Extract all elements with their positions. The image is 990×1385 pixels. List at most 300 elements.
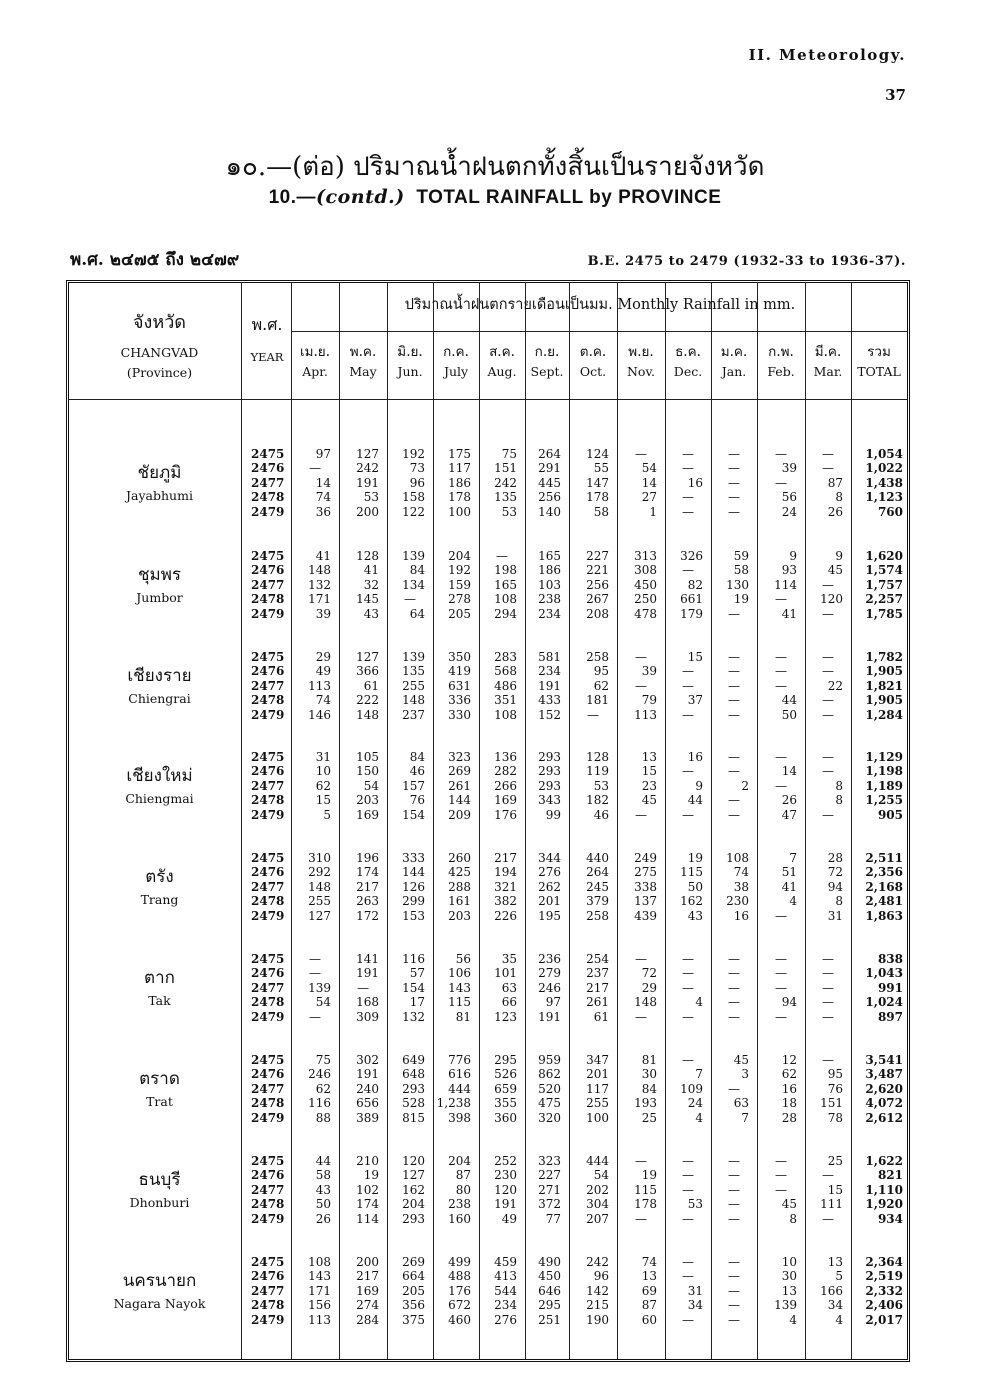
rainfall-cell: 276 — [538, 865, 561, 880]
rainfall-cell: 87 — [827, 475, 843, 490]
province-name-english: Dhonburi — [129, 1195, 190, 1210]
rainfall-cell: — — [728, 693, 740, 708]
monthly-header-rule — [291, 331, 907, 332]
total-cell: 1,757 — [865, 577, 903, 592]
rainfall-cell: 4 — [789, 894, 797, 909]
province-name-thai: ตราด — [139, 1069, 180, 1089]
rainfall-cell: 144 — [402, 865, 425, 880]
rainfall-cell: 115 — [634, 1182, 657, 1197]
rainfall-cell: 79 — [641, 693, 657, 708]
rainfall-cell: 57 — [409, 966, 425, 981]
province-name — [77, 1065, 242, 1109]
rainfall-cell: 499 — [448, 1255, 471, 1269]
month-header-mar — [805, 343, 851, 381]
total-cell: 2,017 — [865, 1312, 903, 1327]
rainfall-cell: 208 — [586, 606, 609, 621]
rainfall-cell: 108 — [726, 851, 749, 865]
rainfall-cell: 127 — [308, 908, 331, 923]
rainfall-cell: 127 — [402, 1168, 425, 1183]
rainfall-cell: 45 — [641, 793, 657, 808]
rainfall-cell: 321 — [494, 879, 517, 894]
year-cell: 2478 — [251, 693, 285, 708]
rainfall-cell: — — [682, 1269, 694, 1284]
rainfall-cell: — — [682, 1255, 694, 1269]
rainfall-cell: 29 — [315, 650, 331, 664]
title-english-contd: (contd.) — [316, 186, 405, 208]
rainfall-cell: 26 — [827, 504, 843, 519]
rainfall-cell: — — [635, 952, 647, 966]
rainfall-cell: 204 — [448, 549, 471, 563]
rainfall-cell: 100 — [448, 504, 471, 519]
rainfall-cell: 488 — [448, 1269, 471, 1284]
rainfall-cell: 217 — [356, 879, 379, 894]
rainfall-cell: 275 — [634, 865, 657, 880]
rainfall-cell: — — [775, 966, 787, 981]
rainfall-cell: 261 — [586, 995, 609, 1010]
rainfall-cell: 72 — [827, 865, 843, 880]
rainfall-cell: 142 — [586, 1283, 609, 1298]
month-header-jun — [387, 343, 433, 381]
year-cell: 2475 — [251, 1053, 285, 1067]
month-header-sept — [525, 343, 569, 381]
rainfall-cell: 413 — [494, 1269, 517, 1284]
header-english: Apr. — [302, 364, 328, 379]
rainfall-cell: — — [682, 952, 694, 966]
rainfall-cell: 366 — [356, 664, 379, 679]
rainfall-cell: 84 — [409, 750, 425, 764]
rainfall-cell: 123 — [494, 1009, 517, 1024]
rainfall-cell: 215 — [586, 1298, 609, 1313]
rainfall-cell: — — [728, 707, 740, 722]
year-cell: 2476 — [251, 1168, 285, 1183]
year-cell: 2476 — [251, 966, 285, 981]
rainfall-cell: 45 — [781, 1197, 797, 1212]
rainfall-cell: — — [775, 1154, 787, 1168]
rainfall-cell: — — [682, 1053, 694, 1067]
total-cell: 1,189 — [865, 778, 903, 793]
year-header-thai: พ.ศ. — [251, 315, 283, 334]
total-cell: 760 — [877, 504, 903, 519]
rainfall-cell: 4 — [695, 995, 703, 1010]
rainfall-cell: 143 — [308, 1269, 331, 1284]
rainfall-cell: 181 — [586, 693, 609, 708]
rainfall-cell: 304 — [586, 1197, 609, 1212]
rainfall-cell: 2 — [741, 778, 749, 793]
rainfall-cell: 72 — [641, 966, 657, 981]
rainfall-cell: — — [728, 1168, 740, 1183]
section-header: II. Meteorology. — [748, 46, 906, 64]
rainfall-cell: 127 — [356, 650, 379, 664]
rainfall-cell: 81 — [641, 1053, 657, 1067]
rainfall-cell: 202 — [586, 1182, 609, 1197]
year-cell: 2476 — [251, 1067, 285, 1082]
rainfall-cell: 31 — [687, 1283, 703, 1298]
rainfall-cell: 190 — [586, 1312, 609, 1327]
rainfall-cell: 151 — [494, 461, 517, 476]
rainfall-cell: 260 — [448, 851, 471, 865]
rainfall-cell: 648 — [402, 1067, 425, 1082]
total-cell: 1,129 — [865, 750, 903, 764]
rainfall-cell: 174 — [356, 865, 379, 880]
rainfall-cell: 238 — [448, 1197, 471, 1212]
year-cell: 2476 — [251, 664, 285, 679]
header-english: Mar. — [813, 364, 843, 379]
header-english: July — [443, 364, 469, 379]
rainfall-cell: 94 — [827, 879, 843, 894]
total-cell: 1,043 — [865, 966, 903, 981]
rainfall-cell: 15 — [315, 793, 331, 808]
rainfall-cell: 309 — [356, 1009, 379, 1024]
header-thai: มี.ค. — [814, 344, 842, 360]
total-cell: 2,519 — [865, 1269, 903, 1284]
month-header-nov — [617, 343, 665, 381]
province-name-thai: นครนายก — [122, 1271, 197, 1291]
province-header-changvad: CHANGVAD — [120, 345, 199, 360]
rainfall-cell: 179 — [680, 606, 703, 621]
rainfall-cell: 113 — [308, 678, 331, 693]
rainfall-cell: 35 — [501, 952, 517, 966]
total-cell: 2,168 — [865, 879, 903, 894]
rainfall-cell: 191 — [356, 966, 379, 981]
rainfall-cell: 62 — [315, 778, 331, 793]
rainfall-cell: 56 — [455, 952, 471, 966]
rainfall-cell: 116 — [308, 1096, 331, 1111]
year-cell: 2479 — [251, 707, 285, 722]
rainfall-cell: 74 — [641, 1255, 657, 1269]
total-cell: 2,612 — [865, 1110, 903, 1125]
rainfall-cell: 323 — [538, 1154, 561, 1168]
rainfall-cell: 15 — [687, 650, 703, 664]
rainfall-cell: 76 — [827, 1081, 843, 1096]
rainfall-cell: 222 — [356, 693, 379, 708]
year-cell: 2477 — [251, 1182, 285, 1197]
rainfall-cell: 178 — [586, 490, 609, 505]
rainfall-cell: — — [682, 1182, 694, 1197]
rainfall-cell: 157 — [402, 778, 425, 793]
year-cell: 2479 — [251, 807, 285, 822]
rainfall-cell: 81 — [455, 1009, 471, 1024]
rainfall-cell: 162 — [680, 894, 703, 909]
rainfall-cell: — — [682, 764, 694, 779]
rainfall-cell: 108 — [308, 1255, 331, 1269]
rainfall-cell: 284 — [356, 1312, 379, 1327]
rainfall-cell: 439 — [634, 908, 657, 923]
rainfall-cell: 106 — [448, 966, 471, 981]
total-cell: 4,072 — [865, 1096, 903, 1111]
rainfall-cell: 486 — [494, 678, 517, 693]
rainfall-cell: 664 — [402, 1269, 425, 1284]
rainfall-cell: — — [728, 1298, 740, 1313]
rainfall-cell: 19 — [687, 851, 703, 865]
rainfall-cell: — — [682, 490, 694, 505]
total-cell: 1,905 — [865, 693, 903, 708]
rainfall-cell: 292 — [308, 865, 331, 880]
year-cell: 2477 — [251, 1081, 285, 1096]
rainfall-cell: 13 — [641, 750, 657, 764]
rainfall-cell: 161 — [448, 894, 471, 909]
rainfall-cell: 8 — [835, 793, 843, 808]
rainfall-cell: 204 — [448, 1154, 471, 1168]
rainfall-cell: 234 — [538, 606, 561, 621]
rainfall-cell: 69 — [641, 1283, 657, 1298]
total-cell: 1,905 — [865, 664, 903, 679]
rainfall-cell: 234 — [538, 664, 561, 679]
rainfall-cell: 200 — [356, 504, 379, 519]
rainfall-cell: — — [728, 606, 740, 621]
rainfall-cell: 162 — [402, 1182, 425, 1197]
rainfall-cell: 84 — [409, 563, 425, 578]
rainfall-cell: 310 — [308, 851, 331, 865]
year-cell: 2475 — [251, 447, 285, 461]
rainfall-cell: 330 — [448, 707, 471, 722]
rainfall-cell: 293 — [402, 1211, 425, 1226]
province-name-thai: เชียงราย — [127, 666, 192, 686]
rainfall-cell: 159 — [448, 577, 471, 592]
total-cell: 1,620 — [865, 549, 903, 563]
rainfall-cell: 103 — [538, 577, 561, 592]
rainfall-cell: 53 — [363, 490, 379, 505]
rainfall-cell: 10 — [315, 764, 331, 779]
rainfall-cell: — — [822, 750, 834, 764]
rainfall-cell: 264 — [586, 865, 609, 880]
rainfall-cell: 169 — [356, 807, 379, 822]
year-cell: 2477 — [251, 980, 285, 995]
rainfall-cell: 444 — [448, 1081, 471, 1096]
rainfall-cell: 43 — [315, 1182, 331, 1197]
rainfall-cell: 440 — [586, 851, 609, 865]
rainfall-cell: 12 — [781, 1053, 797, 1067]
rainfall-cell: — — [775, 908, 787, 923]
province-name-english: Jayabhumi — [126, 488, 193, 503]
rainfall-cell: 144 — [448, 793, 471, 808]
year-cell: 2479 — [251, 1110, 285, 1125]
total-cell: 2,364 — [865, 1255, 903, 1269]
rainfall-cell: 5 — [835, 1269, 843, 1284]
rainfall-cell: — — [775, 447, 787, 461]
rainfall-cell: — — [728, 980, 740, 995]
rainfall-cell: 293 — [402, 1081, 425, 1096]
rainfall-cell: — — [775, 650, 787, 664]
rainfall-cell: 661 — [680, 592, 703, 607]
total-cell: 838 — [877, 952, 903, 966]
rainfall-cell: 631 — [448, 678, 471, 693]
rainfall-cell: 191 — [356, 475, 379, 490]
rainfall-cell: 120 — [494, 1182, 517, 1197]
rainfall-cell: — — [728, 461, 740, 476]
total-cell: 1,110 — [865, 1182, 903, 1197]
period-thai: พ.ศ. ๒๔๗๕ ถึง ๒๔๗๙ — [70, 250, 240, 270]
rainfall-cell: — — [309, 461, 321, 476]
rainfall-cell: — — [728, 1081, 740, 1096]
year-cell: 2475 — [251, 549, 285, 563]
rainfall-cell: — — [728, 1009, 740, 1024]
rainfall-cell: 16 — [687, 475, 703, 490]
rainfall-cell: — — [822, 447, 834, 461]
province-name-english: Chiengmai — [125, 791, 194, 806]
rainfall-cell: 528 — [402, 1096, 425, 1111]
rainfall-cell: 815 — [402, 1110, 425, 1125]
rainfall-cell: — — [822, 966, 834, 981]
rainfall-cell: — — [775, 1182, 787, 1197]
rainfall-cell: 54 — [593, 1168, 609, 1183]
province-name-thai: ตาก — [144, 968, 175, 988]
rainfall-cell: 165 — [538, 549, 561, 563]
rainfall-cell: 291 — [538, 461, 561, 476]
rainfall-cell: 105 — [356, 750, 379, 764]
rainfall-cell: 135 — [494, 490, 517, 505]
rainfall-cell: 139 — [774, 1298, 797, 1313]
rainfall-cell: 16 — [687, 750, 703, 764]
rainfall-cell: — — [775, 664, 787, 679]
rainfall-cell: 293 — [538, 764, 561, 779]
province-name-thai: ชุมพร — [137, 565, 182, 585]
rainfall-cell: — — [775, 1168, 787, 1183]
header-english: TOTAL — [857, 364, 901, 379]
rainfall-cell: 444 — [586, 1154, 609, 1168]
total-cell: 1,920 — [865, 1197, 903, 1212]
total-cell: 897 — [877, 1009, 903, 1024]
rainfall-cell: — — [682, 807, 694, 822]
year-cell: 2478 — [251, 894, 285, 909]
rainfall-cell: 217 — [494, 851, 517, 865]
year-cell: 2478 — [251, 793, 285, 808]
province-header-province: (Province) — [126, 365, 193, 380]
total-cell: 905 — [877, 807, 903, 822]
rainfall-cell: 39 — [781, 461, 797, 476]
total-cell: 1,863 — [865, 908, 903, 923]
year-cell: 2477 — [251, 475, 285, 490]
page-number: 37 — [885, 86, 906, 104]
rainfall-cell: 201 — [538, 894, 561, 909]
rainfall-cell: — — [728, 664, 740, 679]
rainfall-cell: 282 — [494, 764, 517, 779]
rainfall-cell: 60 — [641, 1312, 657, 1327]
rainfall-cell: 258 — [586, 908, 609, 923]
rainfall-cell: 50 — [315, 1197, 331, 1212]
rainfall-cell: 182 — [586, 793, 609, 808]
rainfall-cell: 178 — [448, 490, 471, 505]
rainfall-cell: — — [775, 678, 787, 693]
province-header-thai: จังหวัด — [133, 312, 186, 333]
rainfall-cell: — — [728, 1211, 740, 1226]
rainfall-cell: 22 — [827, 678, 843, 693]
rainfall-cell: 31 — [827, 908, 843, 923]
rainfall-cell: 382 — [494, 894, 517, 909]
month-header-feb — [757, 343, 805, 381]
rainfall-cell: 526 — [494, 1067, 517, 1082]
province-header-english — [77, 343, 242, 383]
rainfall-cell: 113 — [634, 707, 657, 722]
title-thai: ๑๐.—(ต่อ) ปริมาณน้ำฝนตกทั้งสิ้นเป็นรายจังหวัด — [225, 152, 765, 182]
rainfall-cell: 78 — [827, 1110, 843, 1125]
year-cell: 2478 — [251, 490, 285, 505]
period-english: B.E. 2475 to 2479 (1932-33 to 1936-37). — [587, 254, 906, 269]
rainfall-cell: 204 — [402, 1197, 425, 1212]
rainfall-cell: 94 — [781, 995, 797, 1010]
total-cell: 1,438 — [865, 475, 903, 490]
header-english: Jan. — [721, 364, 747, 379]
rainfall-cell: — — [682, 447, 694, 461]
rainfall-cell: 230 — [726, 894, 749, 909]
rainfall-cell: 776 — [448, 1053, 471, 1067]
rainfall-cell: 9 — [835, 549, 843, 563]
rainfall-cell: — — [822, 995, 834, 1010]
rainfall-cell: 192 — [448, 563, 471, 578]
rainfall-cell: — — [822, 952, 834, 966]
total-cell: 1,022 — [865, 461, 903, 476]
rainfall-cell: 137 — [634, 894, 657, 909]
rainfall-cell: 242 — [586, 1255, 609, 1269]
rainfall-cell: 959 — [538, 1053, 561, 1067]
rainfall-cell: — — [822, 461, 834, 476]
rainfall-cell: 246 — [538, 980, 561, 995]
rainfall-cell: — — [822, 1168, 834, 1183]
rainfall-cell: — — [682, 980, 694, 995]
province-name-english: Tak — [148, 993, 171, 1008]
rainfall-cell: 191 — [538, 1009, 561, 1024]
rainfall-cell: 80 — [455, 1182, 471, 1197]
rainfall-cell: 74 — [733, 865, 749, 880]
rainfall-cell: 8 — [835, 778, 843, 793]
rainfall-cell: 31 — [315, 750, 331, 764]
total-cell: 2,481 — [865, 894, 903, 909]
rainfall-cell: 191 — [494, 1197, 517, 1212]
rainfall-cell: 34 — [687, 1298, 703, 1313]
rainfall-cell: 54 — [363, 778, 379, 793]
rainfall-cell: 193 — [634, 1096, 657, 1111]
rainfall-cell: 200 — [356, 1255, 379, 1269]
rainfall-cell: 62 — [315, 1081, 331, 1096]
rainfall-cell: 55 — [593, 461, 609, 476]
rainfall-cell: — — [728, 793, 740, 808]
rainfall-cell: 254 — [586, 952, 609, 966]
rainfall-cell: 226 — [494, 908, 517, 923]
rainfall-cell: — — [682, 1154, 694, 1168]
rainfall-cell: 8 — [835, 490, 843, 505]
rainfall-cell: 54 — [641, 461, 657, 476]
rainfall-cell: 433 — [538, 693, 561, 708]
rainfall-cell: — — [728, 1197, 740, 1212]
rainfall-cell: — — [728, 764, 740, 779]
rainfall-cell: 419 — [448, 664, 471, 679]
year-header-english: YEAR — [250, 350, 284, 364]
rainfall-cell: 120 — [402, 1154, 425, 1168]
rainfall-cell: 30 — [781, 1269, 797, 1284]
rainfall-cell: 100 — [586, 1110, 609, 1125]
rainfall-cell: 1,238 — [436, 1096, 471, 1111]
rainfall-cell: 9 — [695, 778, 703, 793]
header-english: Nov. — [626, 364, 655, 379]
rainfall-cell: 249 — [634, 851, 657, 865]
rainfall-cell: 283 — [494, 650, 517, 664]
rainfall-cell: 478 — [634, 606, 657, 621]
rainfall-cell: — — [822, 693, 834, 708]
rainfall-cell: 242 — [356, 461, 379, 476]
rainfall-cell: 156 — [308, 1298, 331, 1313]
rainfall-cell: — — [309, 1009, 321, 1024]
rainfall-cell: 135 — [402, 664, 425, 679]
total-cell: 1,255 — [865, 793, 903, 808]
rainfall-cell: 128 — [356, 549, 379, 563]
rainfall-cell: 581 — [538, 650, 561, 664]
rainfall-cell: 160 — [448, 1211, 471, 1226]
rainfall-cell: 238 — [538, 592, 561, 607]
header-thai: พ.ค. — [349, 344, 377, 360]
rainfall-cell: 44 — [687, 793, 703, 808]
rainfall-cell: 166 — [820, 1283, 843, 1298]
header-thai: ม.ค. — [720, 344, 748, 360]
rainfall-cell: 178 — [634, 1197, 657, 1212]
